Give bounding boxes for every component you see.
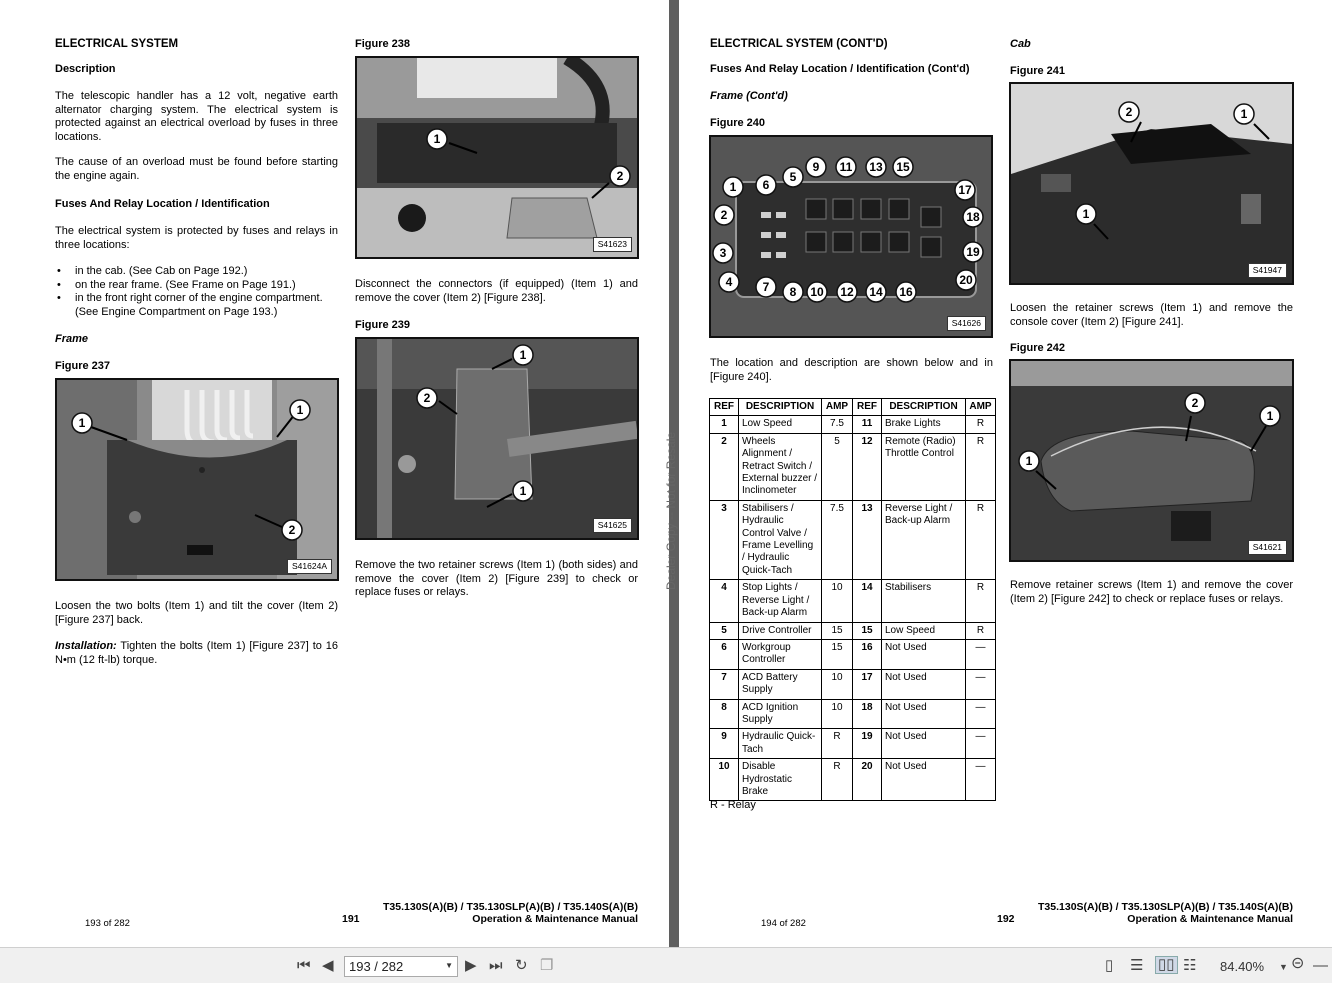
description-cell: ACD Ignition Supply <box>739 699 822 729</box>
ref-cell: 13 <box>853 500 882 579</box>
zoom-level[interactable]: 84.40% <box>1220 959 1265 974</box>
amp-cell: — <box>966 639 996 669</box>
ref-cell: 12 <box>853 433 882 500</box>
amp-cell: 10 <box>822 580 853 622</box>
ref-cell: 10 <box>710 759 739 801</box>
ref-cell: 11 <box>853 416 882 433</box>
figure-237-caption: Loosen the two bolts (Item 1) and tilt the cover (Item 2) [Figure 237] back. <box>55 600 338 626</box>
installation-label: Installation: <box>55 640 117 652</box>
table-intro: The location and description are shown below and in [Figure 240]. <box>710 357 993 383</box>
svg-text:2: 2 <box>616 169 624 183</box>
svg-text:7: 7 <box>762 280 770 294</box>
cab-heading: Cab <box>1010 38 1031 50</box>
figure-242-caption: Remove retainer screws (Item 1) and remove the cover (Item 2) [Figure 242] to check or replace fuses or relays. <box>1010 579 1293 605</box>
amp-cell: R <box>822 729 853 759</box>
right-page <box>679 0 1332 947</box>
figure-240-image <box>709 135 993 338</box>
description-cell: Stop Lights / Reverse Light / Back-up Alarm <box>739 580 822 622</box>
description-cell: Drive Controller <box>739 622 822 639</box>
page-counter: 194 of 282 <box>761 918 806 929</box>
svg-text:1: 1 <box>78 416 86 430</box>
ref-cell: 14 <box>853 580 882 622</box>
two-page-continuous-icon[interactable]: ☷ <box>1183 957 1197 974</box>
figure-242-label: Figure 242 <box>1010 342 1066 354</box>
ref-cell: 19 <box>853 729 882 759</box>
svg-text:13: 13 <box>869 160 883 174</box>
description-cell: Stabilisers <box>882 580 966 622</box>
figure-code: S41626 <box>947 316 986 331</box>
svg-text:19: 19 <box>966 245 980 259</box>
amp-cell: — <box>966 759 996 801</box>
description-cell: Not Used <box>882 669 966 699</box>
column-header: DESCRIPTION <box>739 399 822 416</box>
amp-cell: R <box>966 622 996 639</box>
figure-code: S41624A <box>287 559 332 574</box>
description-cell: Not Used <box>882 639 966 669</box>
svg-text:1: 1 <box>1240 107 1248 121</box>
figure-238-caption: Disconnect the connectors (if equipped) (Item 1) and remove the cover (Item 2) [Figure 238]. <box>355 278 638 304</box>
figure-code: S41623 <box>593 237 632 252</box>
svg-text:1: 1 <box>296 403 304 417</box>
table-row <box>710 433 996 500</box>
page-number: 191 <box>342 913 360 925</box>
model-line: T35.130S(A)(B) / T35.130SLP(A)(B) / T35.140S(A)(B) <box>383 901 638 913</box>
figure-239-label: Figure 239 <box>355 319 411 331</box>
amp-cell: 15 <box>822 622 853 639</box>
ref-cell: 20 <box>853 759 882 801</box>
table-row <box>710 699 996 729</box>
table-row <box>710 580 996 622</box>
description-cell: Disable Hydrostatic Brake <box>739 759 822 801</box>
figure-241-caption: Loosen the retainer screws (Item 1) and remove the console cover (Item 2) [Figure 241]. <box>1010 302 1293 328</box>
first-page-icon[interactable]: ⏮ <box>297 957 311 974</box>
ref-cell: 3 <box>710 500 739 579</box>
ref-cell: 7 <box>710 669 739 699</box>
figure-238-image <box>355 56 639 259</box>
svg-text:4: 4 <box>725 275 733 289</box>
description-cell: Reverse Light / Back-up Alarm <box>882 500 966 579</box>
description-cell: Low Speed <box>739 416 822 433</box>
manual-title <box>1035 901 1293 925</box>
amp-cell: 10 <box>822 669 853 699</box>
manual-line: Operation & Maintenance Manual <box>1127 913 1293 925</box>
rotate-icon[interactable]: ↻ <box>515 957 528 974</box>
model-line: T35.130S(A)(B) / T35.130SLP(A)(B) / T35.140S(A)(B) <box>1038 901 1293 913</box>
figure-239-image <box>355 337 639 540</box>
table-row <box>710 729 996 759</box>
svg-text:17: 17 <box>958 183 972 197</box>
amp-cell: R <box>966 500 996 579</box>
svg-text:8: 8 <box>789 285 797 299</box>
description-cell: Workgroup Controller <box>739 639 822 669</box>
column-header: REF <box>853 399 882 416</box>
svg-text:1: 1 <box>729 180 737 194</box>
svg-text:5: 5 <box>789 170 797 184</box>
column-header: AMP <box>966 399 996 416</box>
zoom-out-icon[interactable]: ⊝ <box>1291 955 1305 972</box>
figure-237-label: Figure 237 <box>55 360 111 372</box>
description-cell: Not Used <box>882 759 966 801</box>
fuses-heading: Fuses And Relay Location / Identification <box>55 198 270 210</box>
amp-cell: — <box>966 699 996 729</box>
page-number-input[interactable] <box>344 956 458 977</box>
overload-paragraph: The cause of an overload must be found before starting the engine again. <box>55 156 338 182</box>
svg-text:2: 2 <box>288 523 296 537</box>
amp-cell: — <box>966 729 996 759</box>
ref-cell: 2 <box>710 433 739 500</box>
svg-text:1: 1 <box>1266 409 1274 423</box>
page-field-value: 193 / 282 <box>349 959 404 974</box>
svg-text:1: 1 <box>519 348 527 362</box>
installation-paragraph <box>55 640 338 667</box>
svg-text:20: 20 <box>959 273 973 287</box>
single-page-icon[interactable]: ▯ <box>1105 957 1114 974</box>
description-cell: Stabilisers / Hydraulic Control Valve / Frame Levelling / Hydraulic Quick-Tach <box>739 500 822 579</box>
ref-cell: 1 <box>710 416 739 433</box>
zoom-slider-track[interactable]: — <box>1313 957 1328 974</box>
amp-cell: R <box>822 759 853 801</box>
ref-cell: 16 <box>853 639 882 669</box>
watermark: Dealer Copy -- Not for Resale <box>664 431 678 590</box>
svg-text:9: 9 <box>812 160 820 174</box>
svg-text:12: 12 <box>840 285 854 299</box>
fuses-paragraph: The electrical system is protected by fuses and relays in three locations: <box>55 225 338 251</box>
figure-241-image <box>1009 82 1294 285</box>
next-page-icon[interactable]: ▶ <box>465 957 477 974</box>
column-header: REF <box>710 399 739 416</box>
fuses-cont-heading: Fuses And Relay Location / Identification (Cont'd) <box>710 63 970 75</box>
section-heading: ELECTRICAL SYSTEM (CONT'D) <box>710 38 888 50</box>
table-row <box>710 416 996 433</box>
figure-code: S41621 <box>1248 540 1287 555</box>
figure-240-label: Figure 240 <box>710 117 766 129</box>
ref-cell: 9 <box>710 729 739 759</box>
two-page-icon[interactable]: ▯▯ <box>1155 956 1178 974</box>
amp-cell: R <box>966 433 996 500</box>
manual-line: Operation & Maintenance Manual <box>472 913 638 925</box>
page-number: 192 <box>997 913 1015 925</box>
installation-text: Tighten the bolts (Item 1) [Figure 237] to 16 N•m (12 ft-lb) torque. <box>55 640 338 666</box>
amp-cell: — <box>966 669 996 699</box>
figure-237-image <box>55 378 339 581</box>
column-header: AMP <box>822 399 853 416</box>
svg-text:1: 1 <box>1025 454 1033 468</box>
svg-text:10: 10 <box>810 285 824 299</box>
svg-text:15: 15 <box>896 160 910 174</box>
amp-cell: 7.5 <box>822 500 853 579</box>
svg-text:11: 11 <box>839 160 853 174</box>
locations-list <box>55 265 338 319</box>
amp-cell: 5 <box>822 433 853 500</box>
svg-text:2: 2 <box>720 208 728 222</box>
chevron-down-icon[interactable]: ▼ <box>445 961 453 970</box>
manual-title <box>380 901 638 925</box>
frame-heading: Frame <box>55 333 89 345</box>
figure-code: S41947 <box>1248 263 1287 278</box>
list-item: • in the front right corner of the engine compartment. (See Engine Compartment on Page 193.) <box>55 292 338 319</box>
prev-page-icon[interactable]: ◀ <box>322 957 334 974</box>
last-page-icon[interactable]: ⏭ <box>489 957 503 974</box>
description-cell: Hydraulic Quick-Tach <box>739 729 822 759</box>
amp-cell: R <box>966 580 996 622</box>
ref-cell: 15 <box>853 622 882 639</box>
left-page <box>0 0 669 947</box>
table-row <box>710 622 996 639</box>
table-row <box>710 639 996 669</box>
section-heading: ELECTRICAL SYSTEM <box>55 38 179 50</box>
table-header-row <box>710 399 996 416</box>
zoom-dropdown-icon[interactable]: ▼ <box>1279 962 1288 972</box>
ref-cell: 8 <box>710 699 739 729</box>
page-counter: 193 of 282 <box>85 918 130 929</box>
list-item: • on the rear frame. (See Frame on Page 191.) <box>55 279 338 293</box>
continuous-icon[interactable]: ☰ <box>1130 957 1144 974</box>
figure-241-label: Figure 241 <box>1010 65 1066 77</box>
amp-cell: R <box>966 416 996 433</box>
description-cell: Wheels Alignment / Retract Switch / External buzzer / Inclinometer <box>739 433 822 500</box>
list-item: • in the cab. (See Cab on Page 192.) <box>55 265 338 279</box>
svg-text:2: 2 <box>423 391 431 405</box>
column-header: DESCRIPTION <box>882 399 966 416</box>
description-cell: Not Used <box>882 699 966 729</box>
description-cell: ACD Battery Supply <box>739 669 822 699</box>
fuse-table <box>709 398 996 801</box>
ref-cell: 4 <box>710 580 739 622</box>
svg-text:1: 1 <box>1082 207 1090 221</box>
description-cell: Not Used <box>882 729 966 759</box>
svg-text:14: 14 <box>869 285 883 299</box>
figure-code: S41625 <box>593 518 632 533</box>
amp-cell: 7.5 <box>822 416 853 433</box>
svg-text:1: 1 <box>433 132 441 146</box>
svg-text:3: 3 <box>719 246 727 260</box>
frame-cont-heading: Frame (Cont'd) <box>710 90 788 102</box>
description-cell: Low Speed <box>882 622 966 639</box>
fit-icon[interactable]: ❐ <box>540 957 554 974</box>
description-cell: Remote (Radio) Throttle Control <box>882 433 966 500</box>
svg-text:6: 6 <box>762 178 770 192</box>
ref-cell: 18 <box>853 699 882 729</box>
figure-238-label: Figure 238 <box>355 38 411 50</box>
table-row <box>710 669 996 699</box>
relay-note: R - Relay <box>710 799 756 811</box>
figure-242-image <box>1009 359 1294 562</box>
svg-text:1: 1 <box>519 484 527 498</box>
svg-text:2: 2 <box>1125 105 1133 119</box>
svg-text:18: 18 <box>966 210 980 224</box>
table-row <box>710 759 996 801</box>
ref-cell: 5 <box>710 622 739 639</box>
ref-cell: 17 <box>853 669 882 699</box>
amp-cell: 10 <box>822 699 853 729</box>
table-row <box>710 500 996 579</box>
svg-text:2: 2 <box>1191 396 1199 410</box>
svg-text:16: 16 <box>899 285 913 299</box>
figure-239-caption: Remove the two retainer screws (Item 1) (both sides) and remove the cover (Item 2) [Figure 239] to check or replace fuses or relays. <box>355 559 638 598</box>
description-heading: Description <box>55 63 116 75</box>
amp-cell: 15 <box>822 639 853 669</box>
description-paragraph: The telescopic handler has a 12 volt, negative earth alternator charging system. The electrical system is protected against an electrical overload by fuses in three locations. <box>55 90 338 143</box>
ref-cell: 6 <box>710 639 739 669</box>
description-cell: Brake Lights <box>882 416 966 433</box>
